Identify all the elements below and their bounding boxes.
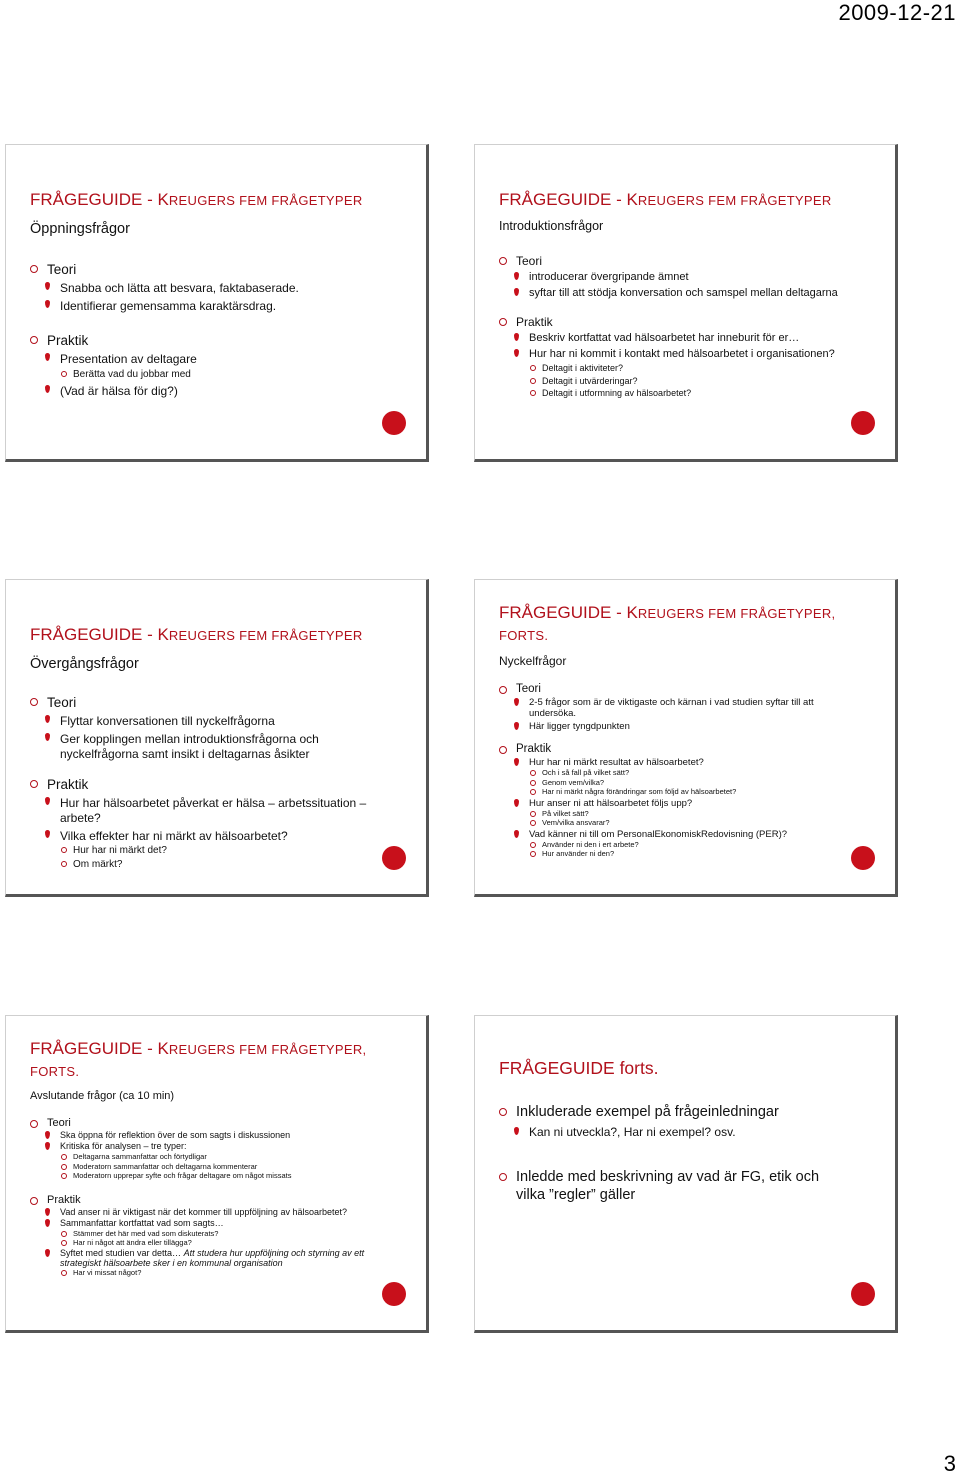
list-item: 2-5 frågor som är de viktigaste och kärnan i vad studien syftar till att undersöka. [499, 697, 859, 719]
list-subitem: Har vi missat något? [30, 1268, 390, 1278]
list-item: Inkluderade exempel på frågeinledningar [499, 1103, 859, 1121]
list-item: Hur har ni kommit i kontakt med hälsoarbetet i organisationen? [499, 348, 859, 361]
slide-title: FRÅGEGUIDE - KREUGERS FEM FRÅGETYPER, FORTS. [499, 603, 836, 643]
list-subitem: På vilket sätt? [499, 809, 859, 819]
slide-1 [5, 144, 429, 462]
list-subitem: Kan ni utveckla?, Har ni exempel? osv. [499, 1125, 859, 1140]
section-heading: Teori [499, 682, 859, 696]
list-item: Identifierar gemensamma karaktärsdrag. [30, 299, 390, 314]
study-purpose-text: Att studera hur uppföljning och styrning av ett strategiskt hälsoarbete sker i en kommunal organisation [60, 1247, 365, 1268]
list-subitem: Vem/vilka ansvarar? [499, 818, 859, 828]
list-item: Ger kopplingen mellan introduktionsfrågorna och nyckelfrågorna samt insikt i deltagarnas åsikter [30, 732, 390, 762]
list-item: Kritiska för analysen – tre typer: [30, 1141, 390, 1152]
list-subitem: Hur har ni märkt det? [30, 845, 390, 858]
section-heading: Praktik [30, 332, 390, 349]
list-subitem: Stämmer det här med vad som diskuterats? [30, 1229, 390, 1239]
list-item: Vad anser ni är viktigast när det kommer till uppföljning av hälsoarbetet? [30, 1207, 390, 1218]
section-heading: Teori [499, 253, 859, 269]
slide-title: FRÅGEGUIDE - KREUGERS FEM FRÅGETYPER [499, 190, 832, 209]
slide-3 [5, 579, 429, 897]
slide-5 [5, 1015, 429, 1333]
list-item: Vad känner ni till om PersonalEkonomiskRedovisning (PER)? [499, 829, 859, 840]
list-item: Inledde med beskrivning av vad är FG, etik och vilka ”regler” gäller [499, 1168, 859, 1204]
list-subitem: Använder ni den i ert arbete? [499, 840, 859, 850]
list-subitem: Om märkt? [30, 859, 390, 872]
slide-marker-icon [382, 1282, 406, 1306]
list-subitem: Genom vem/vilka? [499, 778, 859, 788]
slide-subtitle: Avslutande frågor (ca 10 min) [30, 1090, 175, 1102]
section-heading: Praktik [499, 314, 859, 330]
slide-marker-icon [851, 1282, 875, 1306]
list-item: Beskriv kortfattat vad hälsoarbetet har inneburit för er… [499, 332, 859, 345]
slide-4 [474, 579, 898, 897]
list-item: Syftet med studien var detta… Att studera hur uppföljning och styrning av ett strategiskt hälsoarbete sker i en kommunal organisation [30, 1248, 390, 1268]
slide-subtitle: Introduktionsfrågor [499, 219, 604, 233]
list-item: Hur anser ni att hälsoarbetet följs upp? [499, 798, 859, 809]
page-number: 3 [943, 1451, 956, 1476]
slide-marker-icon [851, 846, 875, 870]
list-item: Vilka effekter har ni märkt av hälsoarbetet? [30, 829, 390, 844]
section-heading: Praktik [30, 1193, 390, 1207]
list-item: Här ligger tyngdpunkten [499, 721, 859, 732]
list-subitem: Har ni märkt några förändringar som följd av hälsoarbetet? [499, 787, 859, 797]
list-subitem: Deltagarna sammanfattar och förtydligar [30, 1152, 390, 1162]
slide-marker-icon [382, 846, 406, 870]
slide-title: FRÅGEGUIDE forts. [499, 1058, 659, 1078]
list-subitem: Deltagit i utvärderingar? [499, 376, 859, 387]
slide-subtitle: Öppningsfrågor [30, 221, 130, 237]
list-item: Snabba och lätta att besvara, faktabaserade. [30, 281, 390, 296]
list-item: Hur har hälsoarbetet påverkat er hälsa – arbetssituation – arbete? [30, 796, 390, 826]
list-item: introducerar övergripande ämnet [499, 271, 859, 284]
slide-subtitle: Nyckelfrågor [499, 654, 567, 668]
list-item: Sammanfattar kortfattat vad som sagts… [30, 1218, 390, 1229]
section-heading: Praktik [30, 776, 390, 793]
slide-6 [474, 1015, 898, 1333]
list-item: Ska öppna för reflektion över de som sagts i diskussionen [30, 1130, 390, 1141]
section-heading: Praktik [499, 742, 859, 756]
list-subitem: Hur använder ni den? [499, 849, 859, 859]
section-heading: Teori [30, 1116, 390, 1130]
slide-title: FRÅGEGUIDE - KREUGERS FEM FRÅGETYPER, FORTS. [30, 1039, 367, 1079]
list-subitem: Deltagit i aktiviteter? [499, 363, 859, 374]
slide-subtitle: Övergångsfrågor [30, 656, 139, 672]
list-item: (Vad är hälsa för dig?) [30, 384, 390, 399]
list-item: Flyttar konversationen till nyckelfrågorna [30, 714, 390, 729]
section-heading: Teori [30, 694, 390, 711]
slide-marker-icon [851, 411, 875, 435]
date-stamp: 2009-12-21 [838, 0, 956, 25]
list-item: Hur har ni märkt resultat av hälsoarbetet? [499, 757, 859, 768]
list-subitem: Berätta vad du jobbar med [30, 369, 390, 382]
slide-marker-icon [382, 411, 406, 435]
slide-2 [474, 144, 898, 462]
list-subitem: Har ni något att ändra eller tillägga? [30, 1238, 390, 1248]
section-heading: Teori [30, 261, 390, 278]
list-subitem: Och i så fall på vilket sätt? [499, 768, 859, 778]
list-item: syftar till att stödja konversation och samspel mellan deltagarna [499, 287, 859, 300]
slide-title: FRÅGEGUIDE - KREUGERS FEM FRÅGETYPER [30, 190, 363, 209]
list-subitem: Deltagit i utformning av hälsoarbetet? [499, 388, 859, 399]
list-item: Presentation av deltagare [30, 352, 390, 367]
slide-title: FRÅGEGUIDE - KREUGERS FEM FRÅGETYPER [30, 625, 363, 644]
list-subitem: Moderatorn sammanfattar och deltagarna kommenterar [30, 1162, 390, 1172]
list-subitem: Moderatorn upprepar syfte och frågar deltagare om något missats [30, 1171, 390, 1181]
